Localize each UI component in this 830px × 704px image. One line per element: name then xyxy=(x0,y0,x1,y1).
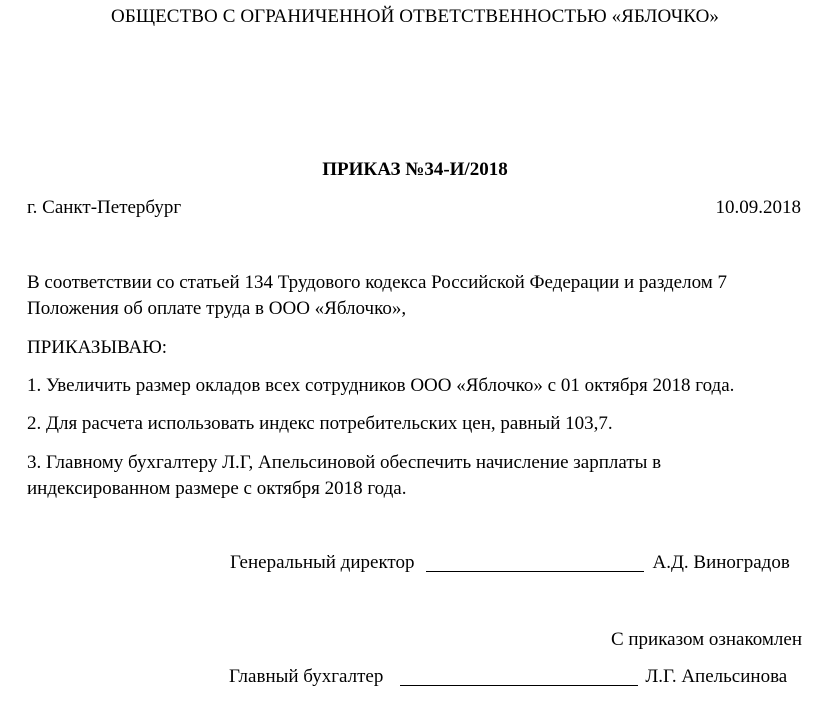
order-item-3-line-2: индексированном размере с октября 2018 года. xyxy=(27,478,407,499)
accountant-signature-row xyxy=(229,667,787,686)
order-item-1: 1. Увеличить размер окладов всех сотрудников ООО «Яблочко» с 01 октября 2018 года. xyxy=(27,375,735,396)
director-name: А.Д. Виноградов xyxy=(652,552,790,573)
company-name: ОБЩЕСТВО С ОГРАНИЧЕННОЙ ОТВЕТСТВЕННОСТЬЮ «ЯБЛОЧКО» xyxy=(111,6,719,27)
order-item-3-line-1: 3. Главному бухгалтеру Л.Г, Апельсиновой обеспечить начисление зарплаты в xyxy=(27,452,662,473)
order-item-2: 2. Для расчета использовать индекс потребительских цен, равный 103,7. xyxy=(27,413,613,434)
order-title: ПРИКАЗ №34-И/2018 xyxy=(322,159,508,180)
accountant-name: Л.Г. Апельсинова xyxy=(645,666,788,687)
director-signature-row xyxy=(230,553,790,572)
director-signature-line xyxy=(426,555,644,572)
basis-line-1: В соответствии со статьей 134 Трудового кодекса Российской Федерации и разделом 7 xyxy=(27,272,728,293)
acquainted-label: С приказом ознакомлен xyxy=(610,629,802,650)
order-word: ПРИКАЗЫВАЮ: xyxy=(27,337,168,358)
basis-line-2: Положения об оплате труда в ООО «Яблочко», xyxy=(27,298,407,319)
order-date: 10.09.2018 xyxy=(715,197,801,218)
accountant-signature-line xyxy=(400,669,638,686)
order-city: г. Санкт-Петербург xyxy=(27,197,182,218)
accountant-role: Главный бухгалтер xyxy=(229,666,384,687)
director-role: Генеральный директор xyxy=(230,552,415,573)
